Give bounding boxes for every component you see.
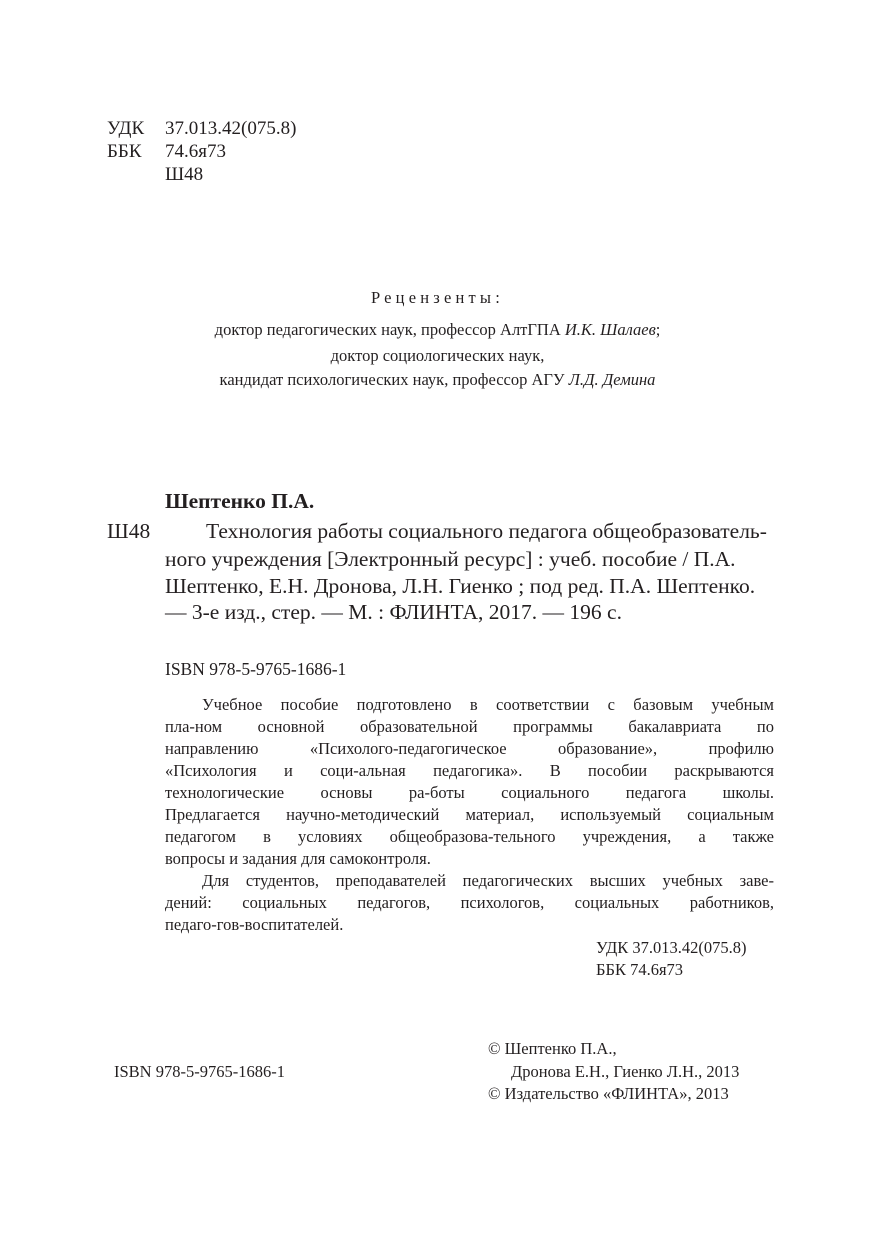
record-sign: Ш48 bbox=[107, 519, 151, 543]
footer-isbn: ISBN 978-5-9765-1686-1 bbox=[114, 1062, 285, 1081]
record-line-2: ного учреждения [Электронный ресурс] : учеб. пособие / П.А. bbox=[165, 547, 736, 571]
udk-label: УДК bbox=[107, 118, 145, 139]
copyright-authors: © Шептенко П.А., bbox=[488, 1039, 617, 1058]
abstract-line: Предлагается научно-методический материал, используемый социальным bbox=[165, 805, 774, 824]
abstract-line: пла-ном основной образовательной программы бакалавриата по bbox=[165, 717, 774, 736]
reviewer-1 bbox=[0, 318, 875, 342]
record-isbn: ISBN 978-5-9765-1686-1 bbox=[165, 659, 347, 679]
reviewers-heading: Рецензенты: bbox=[370, 288, 505, 307]
bbk-value: 74.6я73 bbox=[165, 141, 226, 162]
abstract-line: Для студентов, преподавателей педагогических высших учебных заве- bbox=[202, 871, 774, 890]
abstract-line: Учебное пособие подготовлено в соответствии с базовым учебным bbox=[202, 695, 774, 714]
reviewer-1-name: И.К. Шалаев bbox=[564, 320, 656, 339]
copyright-publisher: © Издательство «ФЛИНТА», 2013 bbox=[488, 1084, 729, 1103]
bbk-label: ББК bbox=[107, 141, 142, 162]
abstract-line: педагогом в условиях общеобразова-тельного учреждения, а также bbox=[165, 827, 774, 846]
index-udk: УДК 37.013.42(075.8) bbox=[596, 938, 747, 957]
abstract bbox=[165, 694, 774, 936]
reviewer-2-line1: доктор социологических наук, bbox=[330, 346, 545, 365]
reviewer-2-name: Л.Д. Демина bbox=[568, 370, 656, 389]
abstract-line: направлению «Психолого-педагогическое образование», профилю bbox=[165, 739, 774, 758]
record-line-4: — 3-е изд., стер. — М. : ФЛИНТА, 2017. — 196 с. bbox=[165, 600, 622, 624]
index-bbk: ББК 74.6я73 bbox=[596, 960, 684, 979]
reviewer-1-suffix: ; bbox=[655, 320, 661, 339]
record-line-1: Технология работы социального педагога общеобразователь- bbox=[206, 519, 767, 543]
record-author: Шептенко П.А. bbox=[165, 489, 315, 513]
copyright-coauthors: Дронова Е.Н., Гиенко Л.Н., 2013 bbox=[511, 1062, 740, 1081]
reviewer-1-title: доктор педагогических наук, профессор АлтГПА bbox=[214, 320, 565, 339]
abstract-line: «Психология и соци-альная педагогика». В пособии раскрываются bbox=[165, 761, 774, 780]
author-sign: Ш48 bbox=[165, 164, 204, 185]
record-line-3: Шептенко, Е.Н. Дронова, Л.Н. Гиенко ; под ред. П.А. Шептенко. bbox=[165, 574, 756, 598]
udk-value: 37.013.42(075.8) bbox=[165, 118, 297, 139]
reviewer-2 bbox=[0, 368, 875, 392]
abstract-line: дений: социальных педагогов, психологов, социальных работников, bbox=[165, 893, 774, 912]
reviewer-2-title: кандидат психологических наук, профессор АГУ bbox=[219, 370, 569, 389]
abstract-line: вопросы и задания для самоконтроля. bbox=[165, 849, 431, 868]
abstract-line: педаго-гов-воспитателей. bbox=[165, 915, 344, 934]
abstract-line: технологические основы ра-боты социального педагога школы. bbox=[165, 783, 774, 802]
